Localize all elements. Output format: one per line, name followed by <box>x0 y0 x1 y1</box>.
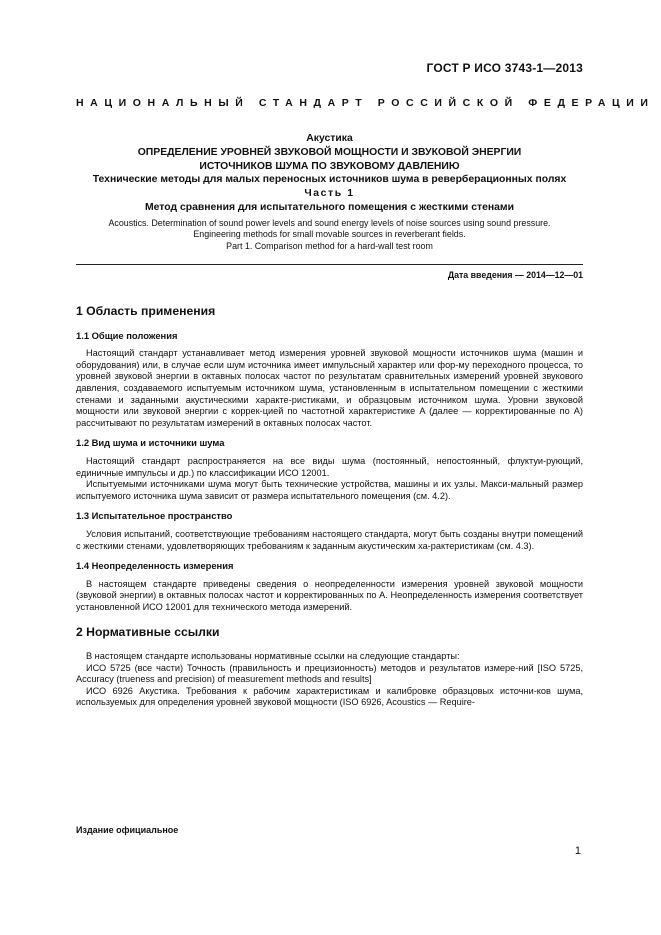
title-topic: Акустика <box>306 133 353 144</box>
title-divider <box>76 264 583 265</box>
section-2-heading: 2 Нормативные ссылки <box>76 625 220 640</box>
title-en-line2: Engineering methods for small movable sources in reverberant fields. <box>193 229 466 240</box>
document-body <box>76 306 583 709</box>
section-1-2-heading: 1.2 Вид шума и источники шума <box>76 437 225 449</box>
title-main-line1: ОПРЕДЕЛЕНИЕ УРОВНЕЙ ЗВУКОВОЙ МОЩНОСТИ И ЗВУКОВОЙ ЭНЕРГИИ <box>137 146 522 158</box>
section-1-4-paragraph: В настоящем стандарте приведены сведения о неопределенности измерения уровней звуковой мощности (звуковой энергии) в октавных полосах частот и корректированных по A. Неопределенность измерения соответствует установленной ИСО 12001 для технического метода измерений. <box>76 578 583 612</box>
section-1-heading: 1 Область применения <box>76 304 216 318</box>
edition-label: Издание официальное <box>76 825 179 835</box>
title-part: Часть 1 <box>304 188 355 200</box>
title-main-line2: ИСТОЧНИКОВ ШУМА ПО ЗВУКОВОМУ ДАВЛЕНИЮ <box>199 160 460 172</box>
section-1-3-heading: 1.3 Испытательное пространство <box>76 510 233 522</box>
section-1-1 <box>76 330 583 430</box>
section-1-1-heading: 1.1 Общие положения <box>76 329 178 341</box>
section-1-1-paragraph: Настоящий стандарт устанавливает метод измерения уровней звуковой мощности источников шума (машин и оборудования) или, в случае если шум источника имеет импульсный характер или фор-му переходного процесса, то уровней звуковой энергии в октавных полосах частот по результатам сравнительных измерений уровней звукового давления, создаваемого испытуемым источником шума, установленным в испытательном помещении с жесткими стенами и заданными акустическими характе-ристиками, и образцовым источником шума. Уровни звуковой мощности или звуковой энергии с коррек-цией по частотной характеристике A (далее — корректированные по A) рассчитывают по результатам измерений в октавных полосах частот. <box>76 348 583 428</box>
national-standard-banner: НАЦИОНАЛЬНЫЙ СТАНДАРТ РОССИЙСКОЙ ФЕДЕРАЦИИ <box>76 97 655 109</box>
section-1-3-paragraph: Условия испытаний, соответствующие требованиям настоящего стандарта, могут быть созданы внутри помещений с жесткими стенами, удовлетворяющих требованиям к заданным акустическим ха-рактеристикам (см. 4.3). <box>76 528 583 551</box>
title-english <box>62 218 597 252</box>
section-2-paragraph-1: В настоящем стандарте использованы нормативные ссылки на следующие стандарты: <box>86 651 460 662</box>
section-1-4-heading: 1.4 Неопределенность измерения <box>76 560 234 572</box>
page-number: 1 <box>574 845 581 857</box>
title-part-title: Метод сравнения для испытательного помещения с жесткими стенами <box>145 201 514 213</box>
section-1-2 <box>76 437 583 502</box>
title-subtitle: Технические методы для малых переносных источников шума в реверберационных полях <box>92 174 567 186</box>
standard-code: ГОСТ Р ИСО 3743-1—2013 <box>426 61 583 75</box>
title-en-line1: Acoustics. Determination of sound power levels and sound energy levels of noise sources using sound pressure. <box>108 217 551 228</box>
title-block <box>62 132 597 252</box>
section-1-2-paragraph-1: Настоящий стандарт распространяется на все виды шума (постоянный, непостоянный, флуктуи-рующий, единичные импульсы и др.) по классификации ИСО 12001. <box>76 455 583 478</box>
section-1-3 <box>76 510 583 552</box>
section-2-paragraph-2: ИСО 5725 (все части) Точность (правильность и прецизионность) методов и результатов измере-ний [ISO 5725, Accuracy (trueness and precision) of measurement methods and results] <box>76 662 583 685</box>
section-1-4 <box>76 560 583 613</box>
section-1-2-paragraph-2: Испытуемыми источниками шума могут быть технические устройства, машины и их узлы. Макси-мальный размер испытуемого источника шума зависит от размера испытательного помещения (см. 4.2). <box>76 479 583 501</box>
title-en-line3: Part 1. Comparison method for a hard-wall test room <box>226 240 433 251</box>
introduction-date: Дата введения — 2014—12—01 <box>447 270 583 280</box>
section-2-paragraph-3: ИСО 6926 Акустика. Требования к рабочим характеристикам и калибровке образцовых источни-ков шума, используемых для определения уровней звуковой мощности (ISO 6926, Acoustics — Require- <box>76 685 583 708</box>
